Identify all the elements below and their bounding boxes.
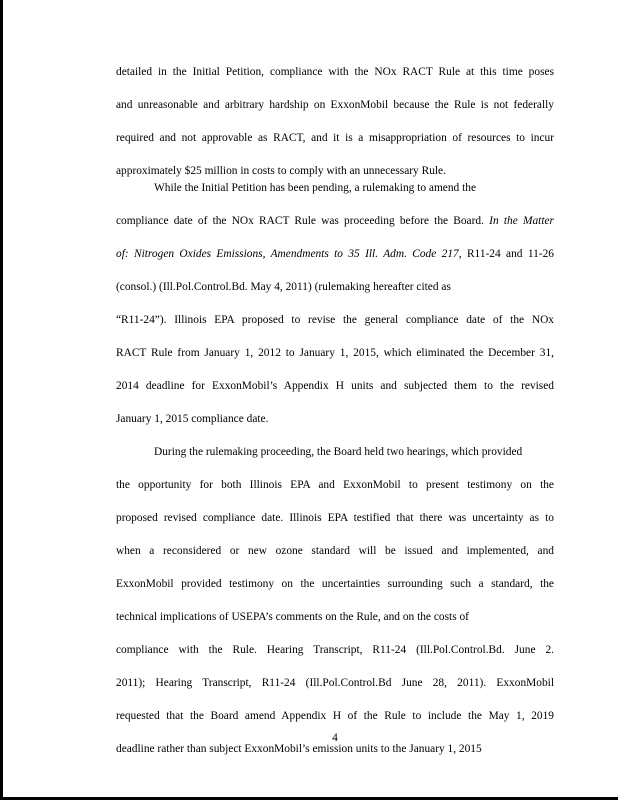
paragraph-2-line-2-text: compliance date of the NOx RACT Rule was proceeding before the Board. <box>116 215 484 227</box>
paragraph-2-line-1: While the Initial Petition has been pending, a rulemaking to amend the <box>154 182 477 194</box>
paragraph-2-line-2 <box>116 214 554 228</box>
paragraph-2-line-6: RACT Rule from January 1, 2012 to January 1, 2015, which eliminated the December 31, <box>116 347 554 359</box>
paragraph-3-line-3: proposed revised compliance date. Illinois EPA testified that there was uncertainty as to <box>116 512 554 524</box>
paragraph-3-line-8: 2011); Hearing Transcript, R11-24 (Ill.Pol.Control.Bd June 28, 2011). ExxonMobil <box>116 677 554 689</box>
paragraph-3-line-4: when a reconsidered or new ozone standard will be issued and implemented, and <box>116 545 554 557</box>
paragraph-1-line-1: detailed in the Initial Petition, compliance with the NOx RACT Rule at this time poses <box>116 66 554 78</box>
paragraph-3-line-9: requested that the Board amend Appendix H of the Rule to include the May 1, 2019 <box>116 710 554 722</box>
paragraph-2-line-3 <box>116 247 554 261</box>
paragraph-3-line-5: ExxonMobil provided testimony on the uncertainties surrounding such a standard, the <box>116 578 554 590</box>
paragraph-1-line-2: and unreasonable and arbitrary hardship on ExxonMobil because the Rule is not federally <box>116 99 554 111</box>
paragraph-2-line-8: January 1, 2015 compliance date. <box>116 413 269 425</box>
paragraph-3-line-1: During the rulemaking proceeding, the Board held two hearings, which provided <box>154 446 523 458</box>
paragraph-2-line-3-text: , R11-24 and 11-26 <box>458 248 554 260</box>
paragraph-1-line-3: required and not approvable as RACT, and it is a misappropriation of resources to incur <box>116 132 554 144</box>
paragraph-1-line-4: approximately $25 million in costs to comply with an unnecessary Rule. <box>116 165 446 177</box>
page-number: 4 <box>332 732 338 744</box>
case-citation-start: In the Matter <box>489 215 554 227</box>
page-edge-left <box>0 0 3 800</box>
paragraph-3-line-6: technical implications of USEPA’s comments on the Rule, and on the costs of <box>116 611 469 623</box>
paragraph-3-line-2: the opportunity for both Illinois EPA and ExxonMobil to present testimony on the <box>116 479 554 491</box>
case-citation-title: of: Nitrogen Oxides Emissions, Amendments to 35 Ill. Adm. Code 217 <box>116 248 459 260</box>
paragraph-3-line-10: deadline rather than subject ExxonMobil’s emission units to the January 1, 2015 <box>116 743 482 755</box>
paragraph-3-line-7: compliance with the Rule. Hearing Transcript, R11-24 (Ill.Pol.Control.Bd. June 2. <box>116 644 554 656</box>
paragraph-2-line-5: “R11-24”). Illinois EPA proposed to revise the general compliance date of the NOx <box>116 314 554 326</box>
paragraph-2-line-4: (consol.) (Ill.Pol.Control.Bd. May 4, 2011) (rulemaking hereafter cited as <box>116 281 451 293</box>
paragraph-2-line-7: 2014 deadline for ExxonMobil’s Appendix H units and subjected them to the revised <box>116 380 554 392</box>
